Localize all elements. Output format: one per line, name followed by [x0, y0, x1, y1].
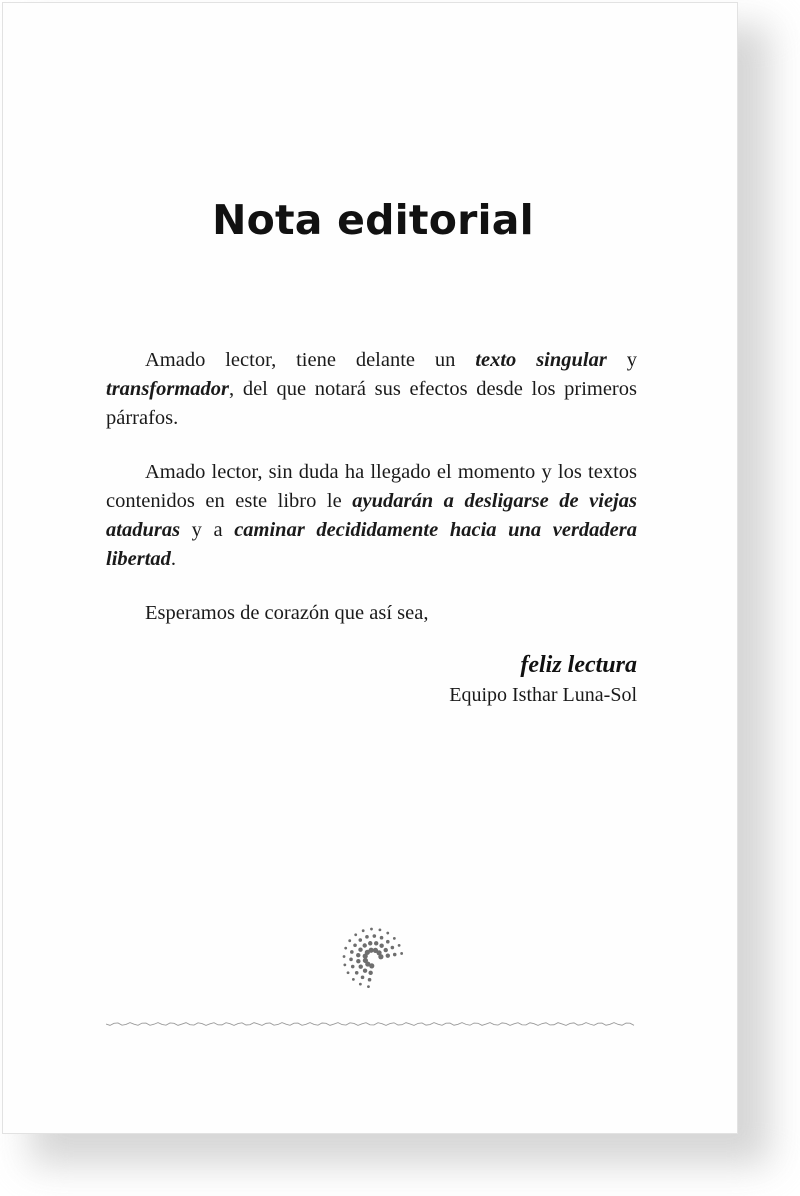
- logo-dot: [344, 947, 347, 950]
- logo-dot: [352, 978, 355, 981]
- emphasized-text: caminar decididamente hacia una verdadera libertad: [106, 519, 637, 570]
- signature: Equipo Isthar Luna-Sol: [449, 684, 637, 706]
- logo-dot: [393, 953, 397, 957]
- logo-dot: [355, 971, 359, 975]
- body-text-segment: Amado lector, sin duda ha llegado el momento y los textos contenidos en este libro le: [106, 461, 637, 512]
- logo-dot: [386, 953, 390, 957]
- logo-dot: [343, 964, 346, 967]
- logo-dot: [379, 928, 382, 931]
- logo-dot: [384, 948, 388, 952]
- logo-dot: [373, 934, 377, 938]
- logo-dot: [351, 965, 355, 969]
- logo-dot: [356, 959, 360, 963]
- signoff: [106, 649, 637, 709]
- body-text-segment: Esperamos de corazón que así sea,: [145, 602, 429, 624]
- paragraph-2: [106, 458, 637, 574]
- logo-dot: [380, 936, 384, 940]
- logo-dot: [386, 940, 390, 944]
- logo-dot: [361, 976, 365, 980]
- logo-dot: [393, 937, 396, 940]
- logo-dot: [363, 943, 367, 947]
- emphasized-text: ayudarán a desligarse de viejas ataduras: [106, 490, 637, 541]
- logo-dot: [365, 935, 369, 939]
- logo-dot: [368, 971, 372, 975]
- logo-dot: [343, 955, 346, 958]
- logo-dot: [368, 941, 372, 945]
- closing-phrase: feliz lectura: [520, 652, 637, 678]
- page-title: Nota editorial: [212, 196, 534, 244]
- editorial-body: [106, 346, 637, 653]
- logo-dot: [374, 941, 378, 945]
- body-text-segment: y a: [180, 519, 235, 541]
- paragraph-1: [106, 346, 637, 433]
- logo-dot: [356, 953, 360, 957]
- logo-dot: [362, 929, 365, 932]
- logo-dot: [350, 950, 354, 954]
- logo-dot: [398, 944, 401, 947]
- logo-dot: [349, 958, 353, 962]
- logo-dot: [359, 983, 362, 986]
- logo-dot: [359, 964, 363, 968]
- logo-dot: [370, 928, 373, 931]
- body-text-segment: y: [606, 349, 638, 371]
- logo-dot: [354, 933, 357, 936]
- logo-dot: [391, 946, 395, 950]
- dotted-crescent-logo-icon: [333, 918, 413, 998]
- logo-dot: [368, 978, 372, 982]
- logo-dot: [400, 952, 403, 955]
- paragraph-3: [106, 599, 637, 628]
- logo-dot: [378, 954, 383, 959]
- logo-dot: [363, 969, 367, 973]
- wavy-divider-line: [106, 1020, 637, 1028]
- body-text-segment: Amado lector, tiene delante un: [145, 349, 476, 371]
- logo-dot: [358, 938, 362, 942]
- body-text-segment: , del que notará sus efectos desde los primeros párrafos.: [106, 378, 637, 429]
- logo-dot: [358, 948, 362, 952]
- emphasized-text: texto singular: [475, 349, 607, 371]
- logo-dot: [348, 939, 351, 942]
- logo-dot: [347, 971, 350, 974]
- body-text-segment: .: [170, 548, 177, 570]
- logo-dot: [379, 944, 383, 948]
- logo-dot: [353, 943, 357, 947]
- logo-dot: [386, 932, 389, 935]
- emphasized-text: transformador: [106, 378, 230, 400]
- logo-dot: [367, 985, 370, 988]
- book-page: [2, 2, 738, 1134]
